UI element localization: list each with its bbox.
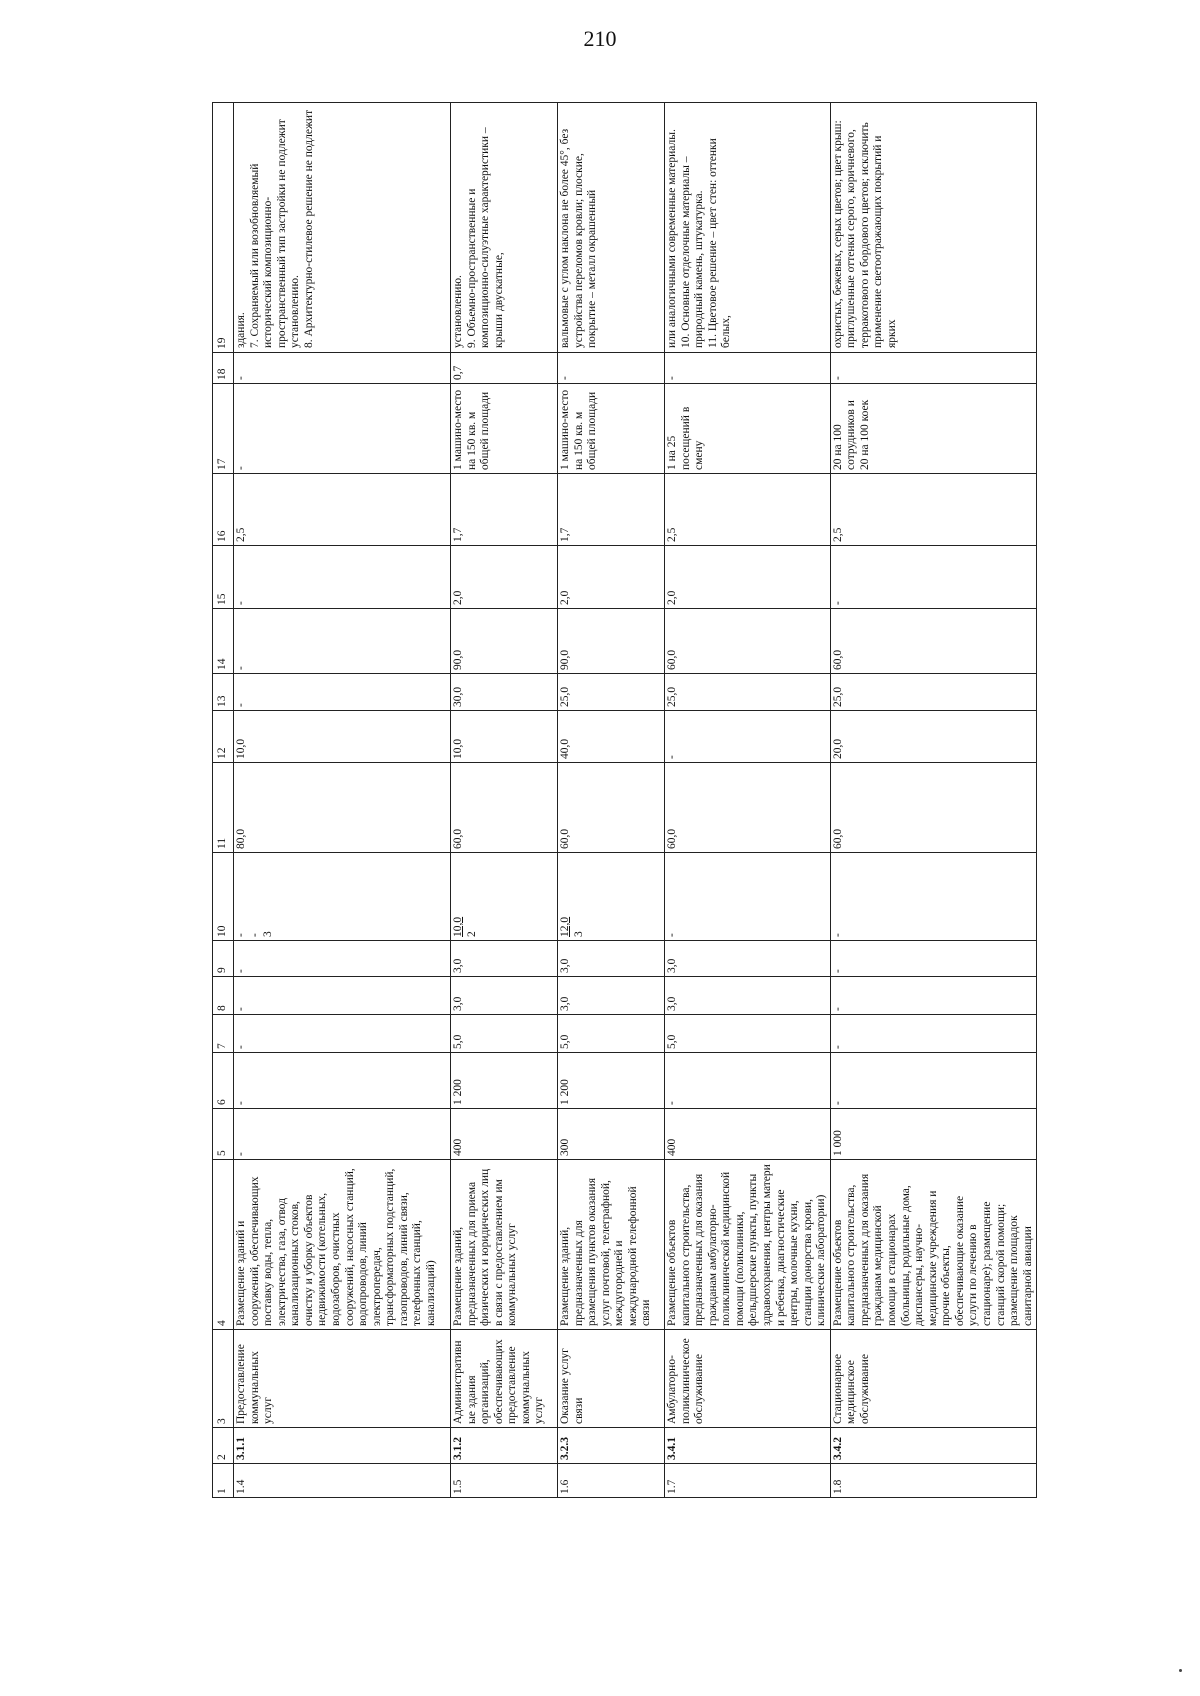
use-name: Амбулаторно-поликлиническое обслуживание [665,1330,831,1428]
cell: - [234,546,451,609]
row-number: 1.8 [830,1464,1036,1498]
fraction-cell [558,853,665,941]
page-number: 210 [583,26,617,51]
col-header: 4 [213,1160,234,1330]
use-description: Размещение объектов капитального строительства, предназначенных для оказания гражданам амбулаторно-поликлинической медицинской помощи (поликлиники, фельдшерские пункты, пункты здравоохранения, центры матери и ребенка, диагностические центры, молочные кухни, станции донорства крови, клинические лаборатории) [665,1160,831,1330]
regulations-cell: или аналогичными современные материалы. 10. Основные отделочные материалы – природный камень, штукатурка. 11. Цветовое решение – цвет стен: оттенки белых, [665,103,831,353]
col-header: 6 [213,1053,234,1109]
cell: - [830,546,1036,609]
cell: 1 000 [830,1109,1036,1160]
regulations-cell: вальмовые с углом наклона не более 45°, без устройства переломов кровли; плоские, покрытие – металл окрашенный [558,103,665,353]
cell: 1 машино-место на 150 кв. м общей площади [558,384,665,474]
cell: 400 [665,1109,831,1160]
cell: 30,0 [451,674,558,711]
cell: 60,0 [830,763,1036,853]
regulations-cell: установлению. 9. Объемно-пространственные и композиционно-силуэтные характеристики – крыши двускатные, [451,103,558,353]
row-code: 3.4.1 [665,1428,831,1464]
cell: 3,0 [665,941,831,977]
cell: - [234,941,451,977]
fraction-denominator: 3 [572,931,585,937]
cell: 25,0 [558,674,665,711]
cell: 5,0 [558,1015,665,1053]
col-header: 1 [213,1464,234,1498]
cell: - [234,353,451,384]
cell: - [234,1109,451,1160]
rotated-table-area [212,103,1200,1498]
row-code: 3.1.1 [234,1428,451,1464]
cell: 3,0 [558,977,665,1015]
cell: 3,0 [665,977,831,1015]
header-row [213,103,234,1498]
cell: 90,0 [558,609,665,674]
cell: 60,0 [558,763,665,853]
row-code: 3.2.3 [558,1428,665,1464]
cell: 80,0 [234,763,451,853]
cell: 20,0 [830,711,1036,763]
col-header: 5 [213,1109,234,1160]
cell: - [830,1053,1036,1109]
cell: 10,0 [451,711,558,763]
cell: - [665,353,831,384]
cell: 300 [558,1109,665,1160]
cell: 1 машино-место на 150 кв. м общей площади [451,384,558,474]
use-name: Оказание услуг связи [558,1330,665,1428]
col-header: 2 [213,1428,234,1464]
col-header: 16 [213,474,234,546]
cell: 2,0 [665,546,831,609]
fraction-numerator: 12,0 [559,916,571,937]
col-header: 11 [213,763,234,853]
cell: - [665,711,831,763]
cell: 5,0 [451,1015,558,1053]
cell: 3,0 [451,977,558,1015]
col-header: 14 [213,609,234,674]
cell: 2,5 [234,474,451,546]
scan-speck [1179,1669,1182,1672]
use-description: Размещение зданий, предназначенных для размещения пунктов оказания услуг почтовой, телеграфной, междугородней и международной телефонной связи [558,1160,665,1330]
row-number: 1.6 [558,1464,665,1498]
cell: 2,5 [830,474,1036,546]
col-header: 17 [213,384,234,474]
cell: 3,0 [558,941,665,977]
use-description: Размещение объектов капитального строительства, предназначенных для оказания гражданам медицинской помощи в стационарах (больницы, родильные дома, диспансеры, научно-медицинские учреждения и прочие объекты, обеспечивающие оказание услуги по лечению в стационаре); размещение станций скорой помощи; размещение площадок санитарной авиации [830,1160,1036,1330]
cell: - [234,1053,451,1109]
cell: - [830,977,1036,1015]
cell: 60,0 [665,763,831,853]
row-number: 1.7 [665,1464,831,1498]
col-header: 9 [213,941,234,977]
table-row [558,103,665,1498]
regulations-cell: охристых, бежевых, серых цветов; цвет крыш: приглушенные оттенки серого, коричневого, терракотового и бордового цветов; исключить применение светоотражающих покрытий и ярких [830,103,1036,353]
cell: - [234,977,451,1015]
col-header: 7 [213,1015,234,1053]
cell: - [665,853,831,941]
cell: 2,0 [558,546,665,609]
cell: 60,0 [830,609,1036,674]
cell: 60,0 [665,609,831,674]
use-description: Размещение зданий и сооружений, обеспечивающих поставку воды, тепла, электричества, газа, отвод канализационных стоков, очистку и уборку объектов недвижимости (котельных, водозаборов, очистных сооружений, насосных станций, водопроводов, линий электропередач, трансформаторных подстанций, газопроводов, линий связи, телефонных станций, канализаций) [234,1160,451,1330]
cell: 1 на 25 посещений в смену [665,384,831,474]
cell: 5,0 [665,1015,831,1053]
col-header: 13 [213,674,234,711]
cell: - [665,1053,831,1109]
cell: 3,0 [451,941,558,977]
cell: 1 200 [451,1053,558,1109]
cell: 1 200 [558,1053,665,1109]
cell: - [830,853,1036,941]
cell: - [234,674,451,711]
cell: - [234,384,451,474]
cell: 60,0 [451,763,558,853]
cell: - - 3 [234,853,451,941]
row-code: 3.1.2 [451,1428,558,1464]
row-number: 1.4 [234,1464,451,1498]
regulations-table [212,102,1037,1498]
cell: 1,7 [558,474,665,546]
regulations-cell: здания. 7. Сохраняемый или возобновляемый исторический композиционно-пространственный тип застройки не подлежит установлению. 8. Архитектурно-стилевое решение не подлежит [234,103,451,353]
cell: 10,0 [234,711,451,763]
col-header: 3 [213,1330,234,1428]
cell: 1,7 [451,474,558,546]
col-header: 19 [213,103,234,353]
col-header: 8 [213,977,234,1015]
use-description: Размещение зданий, предназначенных для приема физических и юридических лиц в связи с предоставлением им коммунальных услуг [451,1160,558,1330]
table-row [830,103,1036,1498]
fraction-numerator: 10,0 [452,916,464,937]
fraction-denominator: 2 [465,931,478,937]
row-code: 3.4.2 [830,1428,1036,1464]
table-row [665,103,831,1498]
cell: - [558,353,665,384]
col-header: 10 [213,853,234,941]
cell: 90,0 [451,609,558,674]
col-header: 18 [213,353,234,384]
col-header: 15 [213,546,234,609]
cell: 25,0 [665,674,831,711]
cell: - [234,609,451,674]
use-name: Стационарное медицинское обслуживание [830,1330,1036,1428]
use-name: Административные здания организаций, обеспечивающих предоставление коммунальных услуг [451,1330,558,1428]
use-name: Предоставление коммунальных услуг [234,1330,451,1428]
cell: 20 на 100 сотрудников и 20 на 100 коек [830,384,1036,474]
cell: 2,0 [451,546,558,609]
table-row [451,103,558,1498]
cell: - [830,353,1036,384]
cell: 25,0 [830,674,1036,711]
fraction-cell [451,853,558,941]
cell: 0,7 [451,353,558,384]
cell: - [830,941,1036,977]
cell: - [830,1015,1036,1053]
row-number: 1.5 [451,1464,558,1498]
table-row [234,103,451,1498]
cell: 2,5 [665,474,831,546]
col-header: 12 [213,711,234,763]
cell: 40,0 [558,711,665,763]
cell: - [234,1015,451,1053]
cell: 400 [451,1109,558,1160]
